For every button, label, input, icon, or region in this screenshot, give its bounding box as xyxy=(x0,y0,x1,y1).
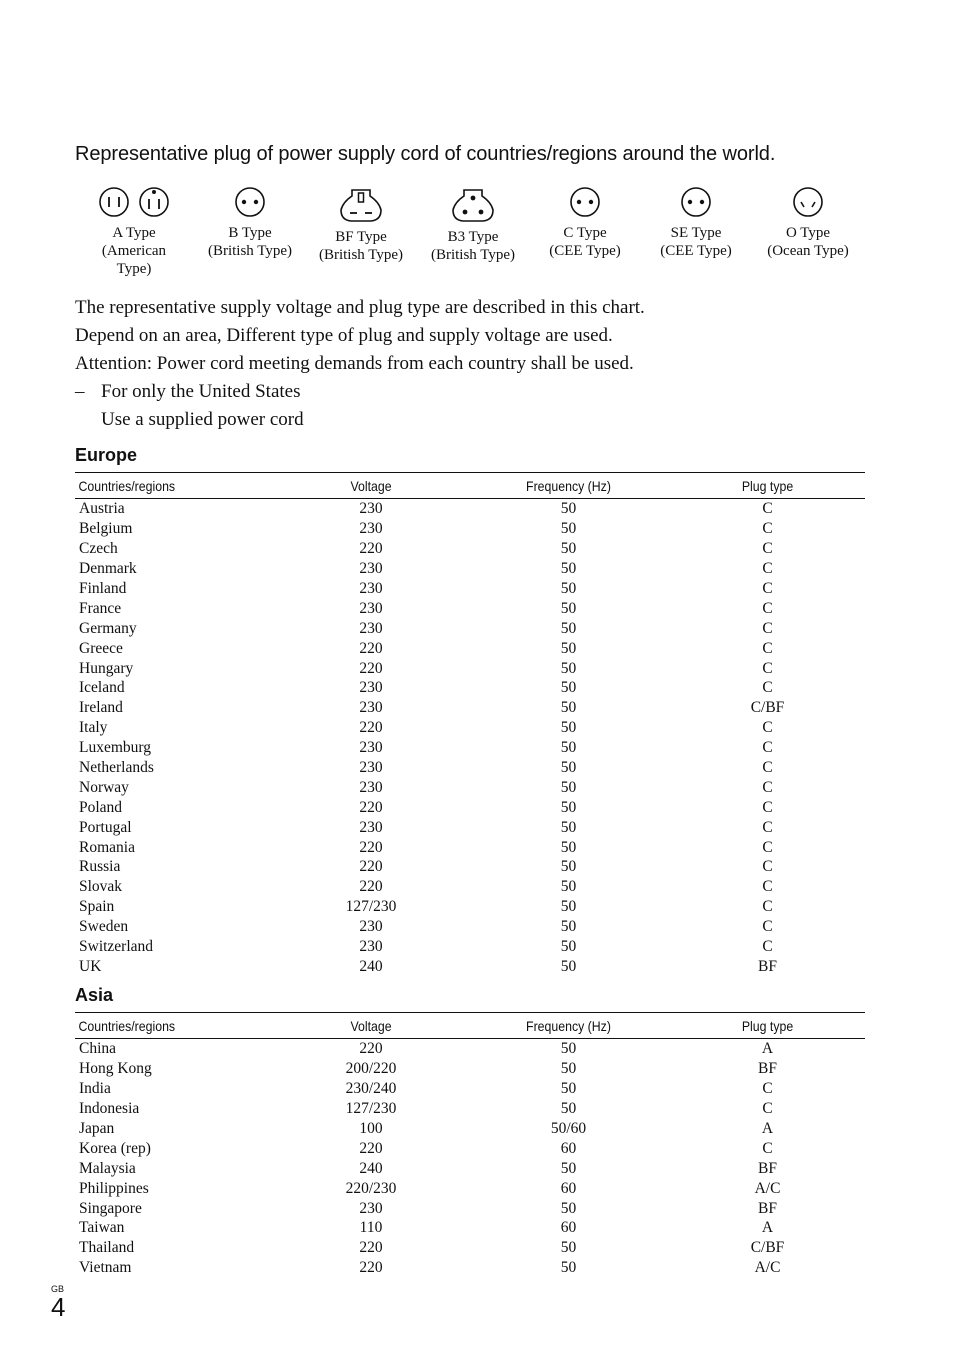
table-row xyxy=(75,817,865,837)
cell-voltage: 220 xyxy=(359,1040,383,1058)
cell-plug-type: C xyxy=(762,1080,773,1098)
cell-frequency: 50 xyxy=(560,1040,577,1058)
intro-line: Depend on an area, Different type of plug and supply voltage are used. xyxy=(75,325,613,346)
cell-country: Hungary xyxy=(79,659,134,677)
table-row xyxy=(75,1059,865,1079)
table-row xyxy=(75,579,865,599)
table-row xyxy=(75,1039,865,1059)
cell-frequency: 50 xyxy=(560,1239,577,1257)
column-header-plug-type: Plug type xyxy=(682,1013,854,1039)
cell-country: Sweden xyxy=(79,918,129,936)
cell-plug-type: C xyxy=(762,798,773,816)
cell-plug-type: A xyxy=(761,1120,774,1137)
table-row xyxy=(75,937,865,957)
cell-plug-type: C xyxy=(762,938,773,956)
cell-country: Portugal xyxy=(79,818,132,836)
table-row xyxy=(75,678,865,698)
table-row xyxy=(75,519,865,539)
bf-type-plug-icon xyxy=(337,184,385,224)
cell-frequency: 50 xyxy=(560,838,577,856)
cell-voltage: 230 xyxy=(359,560,383,578)
cell-frequency: 60 xyxy=(560,1139,577,1157)
cell-frequency: 50 xyxy=(560,759,577,777)
table-row xyxy=(75,1218,865,1238)
cell-frequency: 50 xyxy=(560,798,577,816)
table-row xyxy=(75,1158,865,1178)
cell-voltage: 240 xyxy=(359,957,383,975)
cell-voltage: 230 xyxy=(359,619,383,637)
cell-plug-type: C xyxy=(762,918,773,936)
cell-country: Taiwan xyxy=(79,1219,125,1237)
cell-plug-type: C xyxy=(762,639,773,657)
plug-c-type xyxy=(527,184,643,260)
cell-voltage: 230 xyxy=(359,918,383,936)
cell-voltage: 230 xyxy=(359,1199,383,1217)
cell-country: Italy xyxy=(79,719,108,737)
plug-label: SE Type (CEE Type) xyxy=(660,225,732,259)
table-row xyxy=(75,1178,865,1198)
cell-voltage: 230 xyxy=(359,739,383,757)
cell-plug-type: C xyxy=(762,580,773,597)
cell-frequency: 60 xyxy=(560,1179,577,1197)
cell-voltage: 220 xyxy=(359,659,383,677)
cell-plug-type: C xyxy=(762,838,773,856)
plug-label: B3 Type (British Type) xyxy=(430,229,516,263)
table-row xyxy=(75,797,865,817)
cell-frequency: 50 xyxy=(560,878,577,896)
plug-b-type xyxy=(192,184,308,260)
cell-frequency: 50 xyxy=(560,659,577,677)
o-type-plug-icon xyxy=(790,184,826,220)
cell-voltage: 127/230 xyxy=(345,898,397,916)
cell-plug-type: C xyxy=(762,759,773,777)
column-header-frequency: Frequency (Hz) xyxy=(479,473,658,499)
cell-country: Belgium xyxy=(79,520,133,538)
cell-voltage: 230 xyxy=(359,759,383,777)
cell-frequency: 50/60 xyxy=(550,1120,587,1137)
cell-country: Norway xyxy=(79,778,129,796)
table-row xyxy=(75,777,865,797)
cell-voltage: 230 xyxy=(359,818,383,836)
cell-voltage: 220 xyxy=(359,838,383,856)
plug-types-row xyxy=(76,184,866,294)
c-type-plug-icon xyxy=(567,184,603,220)
cell-plug-type: A xyxy=(761,1040,774,1058)
table-row xyxy=(75,1138,865,1158)
column-header-voltage: Voltage xyxy=(287,1013,456,1039)
plug-se-type xyxy=(638,184,754,260)
cell-plug-type: C xyxy=(762,898,773,916)
plug-label: A Type (American Type) xyxy=(101,225,167,277)
table-row xyxy=(75,738,865,758)
table-row xyxy=(75,658,865,678)
cell-frequency: 50 xyxy=(560,938,577,956)
page-number-value: 4 xyxy=(51,1292,66,1322)
europe-title: Europe xyxy=(75,445,138,465)
cell-voltage: 230 xyxy=(359,778,383,796)
cell-frequency: 50 xyxy=(560,619,577,637)
plug-label: C Type (CEE Type) xyxy=(549,225,621,259)
column-header-countries: Countries/regions xyxy=(75,473,251,499)
cell-country: Luxemburg xyxy=(79,739,152,757)
cell-country: Singapore xyxy=(79,1199,142,1217)
cell-country: Korea (rep) xyxy=(79,1139,151,1157)
cell-frequency: 60 xyxy=(560,1219,577,1237)
table-row xyxy=(75,897,865,917)
cell-frequency: 50 xyxy=(560,679,577,697)
cell-country: Iceland xyxy=(79,679,125,697)
cell-voltage: 220 xyxy=(359,798,383,816)
cell-voltage: 220/230 xyxy=(345,1179,397,1197)
cell-country: Ireland xyxy=(79,699,123,717)
cell-plug-type: C xyxy=(762,739,773,757)
table-row xyxy=(75,718,865,738)
cell-country: UK xyxy=(79,957,102,975)
cell-plug-type: C xyxy=(762,719,773,737)
cell-plug-type: A/C xyxy=(754,1179,781,1197)
cell-voltage: 127/230 xyxy=(345,1100,397,1118)
cell-voltage: 220 xyxy=(359,858,383,876)
cell-country: India xyxy=(79,1080,111,1098)
asia-title: Asia xyxy=(75,985,114,1005)
page-number xyxy=(51,1284,65,1320)
cell-plug-type: BF xyxy=(758,957,777,975)
intro-line: The representative supply voltage and plug type are described in this chart. xyxy=(75,297,645,318)
cell-plug-type: C xyxy=(762,1100,773,1118)
cell-country: Romania xyxy=(79,838,135,856)
cell-plug-type: C xyxy=(762,599,773,617)
table-row xyxy=(75,758,865,778)
plug-label: B Type (British Type) xyxy=(207,225,293,259)
cell-voltage: 230 xyxy=(359,599,383,617)
table-row xyxy=(75,917,865,937)
cell-country: Greece xyxy=(79,639,123,657)
cell-frequency: 50 xyxy=(560,580,577,597)
cell-country: Spain xyxy=(79,898,115,916)
plug-b3-type xyxy=(415,184,531,264)
cell-voltage: 230 xyxy=(359,938,383,956)
cell-country: Malaysia xyxy=(79,1159,136,1177)
table-row xyxy=(75,857,865,877)
cell-frequency: 50 xyxy=(560,699,577,717)
cell-voltage: 230 xyxy=(359,679,383,697)
table-row xyxy=(75,1119,865,1139)
table-row xyxy=(75,539,865,559)
cell-country: Poland xyxy=(79,798,123,816)
cell-country: Russia xyxy=(79,858,121,876)
table-row xyxy=(75,837,865,857)
cell-frequency: 50 xyxy=(560,918,577,936)
cell-voltage: 220 xyxy=(359,1239,383,1257)
cell-plug-type: C xyxy=(762,858,773,876)
us-note: – For only the United States xyxy=(75,381,301,402)
cell-plug-type: C xyxy=(762,1139,773,1157)
a-type-plug-icon xyxy=(98,184,170,220)
cell-frequency: 50 xyxy=(560,599,577,617)
cell-voltage: 230 xyxy=(359,500,383,518)
table-row xyxy=(75,618,865,638)
europe-table xyxy=(75,472,865,976)
cell-plug-type: C/BF xyxy=(750,699,785,717)
cell-voltage: 110 xyxy=(359,1219,383,1237)
plug-o-type xyxy=(750,184,866,260)
cell-country: Hong Kong xyxy=(79,1060,152,1078)
se-type-plug-icon xyxy=(678,184,714,220)
page-heading: Representative plug of power supply cord of countries/regions around the world. xyxy=(75,143,776,165)
asia-table xyxy=(75,1012,865,1278)
cell-country: China xyxy=(79,1040,117,1058)
cell-country: Slovak xyxy=(79,878,123,896)
cell-voltage: 220 xyxy=(359,1259,383,1277)
cell-plug-type: C xyxy=(762,778,773,796)
column-header-voltage: Voltage xyxy=(287,473,456,499)
intro-line: Attention: Power cord meeting demands from each country shall be used. xyxy=(75,353,634,374)
cell-plug-type: C xyxy=(762,619,773,637)
cell-frequency: 50 xyxy=(560,1199,577,1217)
b-type-plug-icon xyxy=(232,184,268,220)
column-header-countries: Countries/regions xyxy=(75,1013,251,1039)
cell-voltage: 220 xyxy=(359,878,383,896)
plug-a-type xyxy=(76,184,192,278)
table-row xyxy=(75,1079,865,1099)
cell-voltage: 230 xyxy=(359,699,383,717)
cell-country: France xyxy=(79,599,122,617)
cell-voltage: 200/220 xyxy=(345,1060,397,1078)
table-row xyxy=(75,1258,865,1278)
cell-voltage: 230 xyxy=(359,580,383,597)
intro-text xyxy=(75,294,645,434)
table-row xyxy=(75,698,865,718)
cell-frequency: 50 xyxy=(560,719,577,737)
cell-plug-type: C xyxy=(762,679,773,697)
cell-country: Switzerland xyxy=(79,938,154,956)
cell-frequency: 50 xyxy=(560,858,577,876)
cell-plug-type: C/BF xyxy=(750,1239,785,1257)
cell-frequency: 50 xyxy=(560,818,577,836)
table-row xyxy=(75,598,865,618)
cell-frequency: 50 xyxy=(560,520,577,538)
column-header-frequency: Frequency (Hz) xyxy=(479,1013,658,1039)
plug-label: BF Type (British Type) xyxy=(318,229,404,263)
plug-bf-type xyxy=(303,184,419,264)
cell-voltage: 100 xyxy=(359,1120,383,1137)
cell-voltage: 220 xyxy=(359,639,383,657)
cell-frequency: 50 xyxy=(560,898,577,916)
cell-plug-type: C xyxy=(762,500,773,518)
cell-country: Austria xyxy=(79,500,125,518)
cell-voltage: 220 xyxy=(359,1139,383,1157)
cell-country: Philippines xyxy=(79,1179,149,1197)
cell-country: Indonesia xyxy=(79,1100,140,1118)
cell-frequency: 50 xyxy=(560,500,577,518)
cell-plug-type: C xyxy=(762,520,773,538)
cell-frequency: 50 xyxy=(560,778,577,796)
cell-frequency: 50 xyxy=(560,1159,577,1177)
cell-country: Netherlands xyxy=(79,759,154,777)
cell-country: Germany xyxy=(79,619,137,637)
cell-voltage: 230 xyxy=(359,520,383,538)
cell-frequency: 50 xyxy=(560,1060,577,1078)
cell-country: Vietnam xyxy=(79,1259,132,1277)
cell-frequency: 50 xyxy=(560,560,577,578)
table-row xyxy=(75,1099,865,1119)
cell-country: Czech xyxy=(79,540,118,558)
page-language-code: GB xyxy=(51,1284,65,1294)
cell-plug-type: C xyxy=(762,818,773,836)
cell-plug-type: C xyxy=(762,659,773,677)
cell-frequency: 50 xyxy=(560,739,577,757)
cell-frequency: 50 xyxy=(560,1080,577,1098)
cell-plug-type: BF xyxy=(758,1199,777,1217)
cell-plug-type: C xyxy=(762,560,773,578)
cell-frequency: 50 xyxy=(560,957,577,975)
cell-frequency: 50 xyxy=(560,1100,577,1118)
table-row xyxy=(75,638,865,658)
plug-label: O Type (Ocean Type) xyxy=(767,225,849,259)
table-row xyxy=(75,877,865,897)
cell-frequency: 50 xyxy=(560,540,577,558)
cell-plug-type: A xyxy=(761,1219,774,1237)
us-note-detail: Use a supplied power cord xyxy=(101,409,304,430)
table-row xyxy=(75,559,865,579)
cell-plug-type: C xyxy=(762,878,773,896)
cell-voltage: 220 xyxy=(359,719,383,737)
cell-plug-type: C xyxy=(762,540,773,558)
b3-type-plug-icon xyxy=(449,184,497,224)
cell-frequency: 50 xyxy=(560,639,577,657)
cell-voltage: 230/240 xyxy=(345,1080,397,1098)
table-row xyxy=(75,499,865,519)
cell-plug-type: BF xyxy=(758,1159,777,1177)
cell-country: Finland xyxy=(79,580,127,597)
cell-country: Denmark xyxy=(79,560,137,578)
cell-frequency: 50 xyxy=(560,1259,577,1277)
cell-voltage: 240 xyxy=(359,1159,383,1177)
table-row xyxy=(75,1238,865,1258)
cell-country: Japan xyxy=(79,1120,115,1137)
cell-voltage: 220 xyxy=(359,540,383,558)
table-row xyxy=(75,1198,865,1218)
cell-plug-type: BF xyxy=(758,1060,777,1078)
table-row xyxy=(75,956,865,976)
cell-country: Thailand xyxy=(79,1239,135,1257)
cell-plug-type: A/C xyxy=(754,1259,781,1277)
column-header-plug-type: Plug type xyxy=(682,473,854,499)
